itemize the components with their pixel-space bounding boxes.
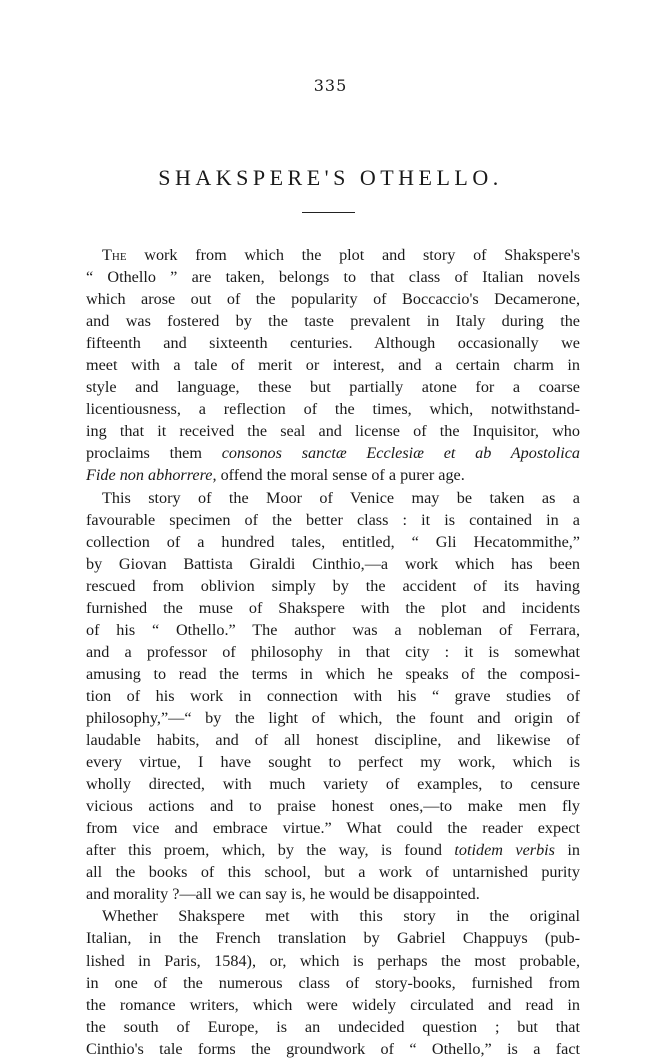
text-segment: “ Othello ” are taken, belongs to that class of Italian novels: [86, 268, 580, 287]
text-segment: Whether Shakspere met with this story in the original: [102, 907, 580, 926]
italic-phrase: Fide non abhorrere,: [86, 466, 217, 485]
text-segment: which arose out of the popularity of Boccaccio's Decamerone,: [86, 290, 580, 309]
text-line: [86, 597, 580, 619]
text-line: [86, 575, 580, 597]
text-segment: vicious actions and to praise honest ones,—to make men fly: [86, 797, 580, 816]
italic-phrase: totidem verbis: [454, 841, 555, 860]
text-segment: style and language, these but partially atone for a coarse: [86, 378, 580, 397]
text-segment: proclaims them: [86, 444, 222, 463]
text-line: [86, 244, 580, 266]
text-segment: wholly directed, with much variety of examples, to censure: [86, 775, 580, 794]
text-segment: collection of a hundred tales, entitled, “ Gli Hecatommithe,”: [86, 532, 580, 551]
text-segment: This story of the Moor of Venice may be taken as a: [102, 488, 580, 507]
text-line: [86, 354, 580, 376]
text-line: [86, 487, 580, 509]
text-line: [86, 553, 580, 575]
text-segment: in: [554, 841, 580, 860]
text-line: [86, 310, 580, 332]
text-line: [86, 641, 580, 663]
italic-phrase: consonos sanctæ Ecclesiæ et ab Apostolica: [221, 444, 580, 463]
text-line: [86, 883, 580, 905]
text-line: [86, 795, 580, 817]
text-segment: Cinthio's tale forms the groundwork of “ Othello,” is a fact: [86, 1039, 580, 1058]
text-segment: and was fostered by the taste prevalent in Italy during the: [86, 312, 580, 331]
text-segment: fifteenth and sixteenth centuries. Although occasionally we: [86, 334, 580, 353]
text-line: [86, 905, 580, 927]
text-line: [86, 663, 580, 685]
text-segment: of his “ Othello.” The author was a nobleman of Ferrara,: [86, 620, 580, 639]
body-text: [86, 244, 580, 1060]
text-line: [86, 972, 580, 994]
text-line: [86, 509, 580, 531]
text-segment: all the books of this school, but a work of untarnished purity: [86, 863, 580, 882]
text-line: [86, 994, 580, 1016]
text-line: [86, 707, 580, 729]
text-segment: in one of the numerous class of story-books, furnished from: [86, 973, 580, 992]
text-line: [86, 685, 580, 707]
text-segment: rescued from oblivion simply by the accident of its having: [86, 576, 580, 595]
text-line: [86, 398, 580, 420]
title-rule-divider: [302, 212, 355, 213]
text-segment: licentiousness, a reflection of the times, which, notwithstand-: [86, 400, 580, 419]
text-segment: Italian, in the French translation by Gabriel Chappuys (pub-: [86, 929, 580, 948]
text-line: [86, 861, 580, 883]
text-line: [86, 531, 580, 553]
text-segment: the south of Europe, is an undecided question ; but that: [86, 1017, 580, 1036]
text-line: [86, 839, 580, 861]
text-line: [86, 442, 580, 464]
text-segment: by Giovan Battista Giraldi Cinthio,—a work which has been: [86, 554, 580, 573]
text-line: [86, 1038, 580, 1060]
text-segment: after this proem, which, by the way, is found: [86, 841, 455, 860]
small-caps-opening-word: The: [102, 246, 127, 264]
text-segment: work from which the plot and story of Shakspere's: [126, 246, 580, 264]
text-line: [86, 420, 580, 442]
text-segment: tion of his work in connection with his “ grave studies of: [86, 686, 580, 705]
text-line: [86, 288, 580, 310]
text-line: [86, 376, 580, 398]
text-line: [86, 773, 580, 795]
text-segment: favourable specimen of the better class : it is contained in a: [86, 510, 580, 529]
text-line: [86, 729, 580, 751]
text-line: [86, 927, 580, 949]
text-segment: and a professor of philosophy in that city : it is somewhat: [86, 642, 580, 661]
text-line: [86, 950, 580, 972]
text-line: [86, 619, 580, 641]
text-segment: from vice and embrace virtue.” What could the reader expect: [86, 819, 580, 838]
text-segment: meet with a tale of merit or interest, and a certain charm in: [86, 356, 580, 375]
text-line: [86, 266, 580, 288]
text-segment: ing that it received the seal and license of the Inquisitor, who: [86, 422, 580, 441]
text-segment: laudable habits, and of all honest discipline, and likewise of: [86, 731, 580, 750]
chapter-title: SHAKSPERE'S OTHELLO.: [158, 165, 503, 190]
text-segment: furnished the muse of Shakspere with the plot and incidents: [86, 598, 580, 617]
text-segment: lished in Paris, 1584), or, which is perhaps the most probable,: [86, 951, 580, 970]
text-line: [86, 751, 580, 773]
text-line: [86, 332, 580, 354]
text-segment: amusing to read the terms in which he speaks of the composi-: [86, 664, 580, 683]
text-line: [86, 464, 580, 486]
page-number: 335: [313, 76, 348, 95]
text-segment: and morality ?—all we can say is, he would be disappointed.: [86, 885, 480, 904]
text-segment: philosophy,”—“ by the light of which, the fount and origin of: [86, 708, 580, 727]
text-line: [86, 1016, 580, 1038]
text-segment: offend the moral sense of a purer age.: [216, 466, 465, 485]
text-line: [86, 817, 580, 839]
text-segment: every virtue, I have sought to perfect my work, which is: [86, 753, 580, 772]
text-segment: the romance writers, which were widely circulated and read in: [86, 995, 580, 1014]
